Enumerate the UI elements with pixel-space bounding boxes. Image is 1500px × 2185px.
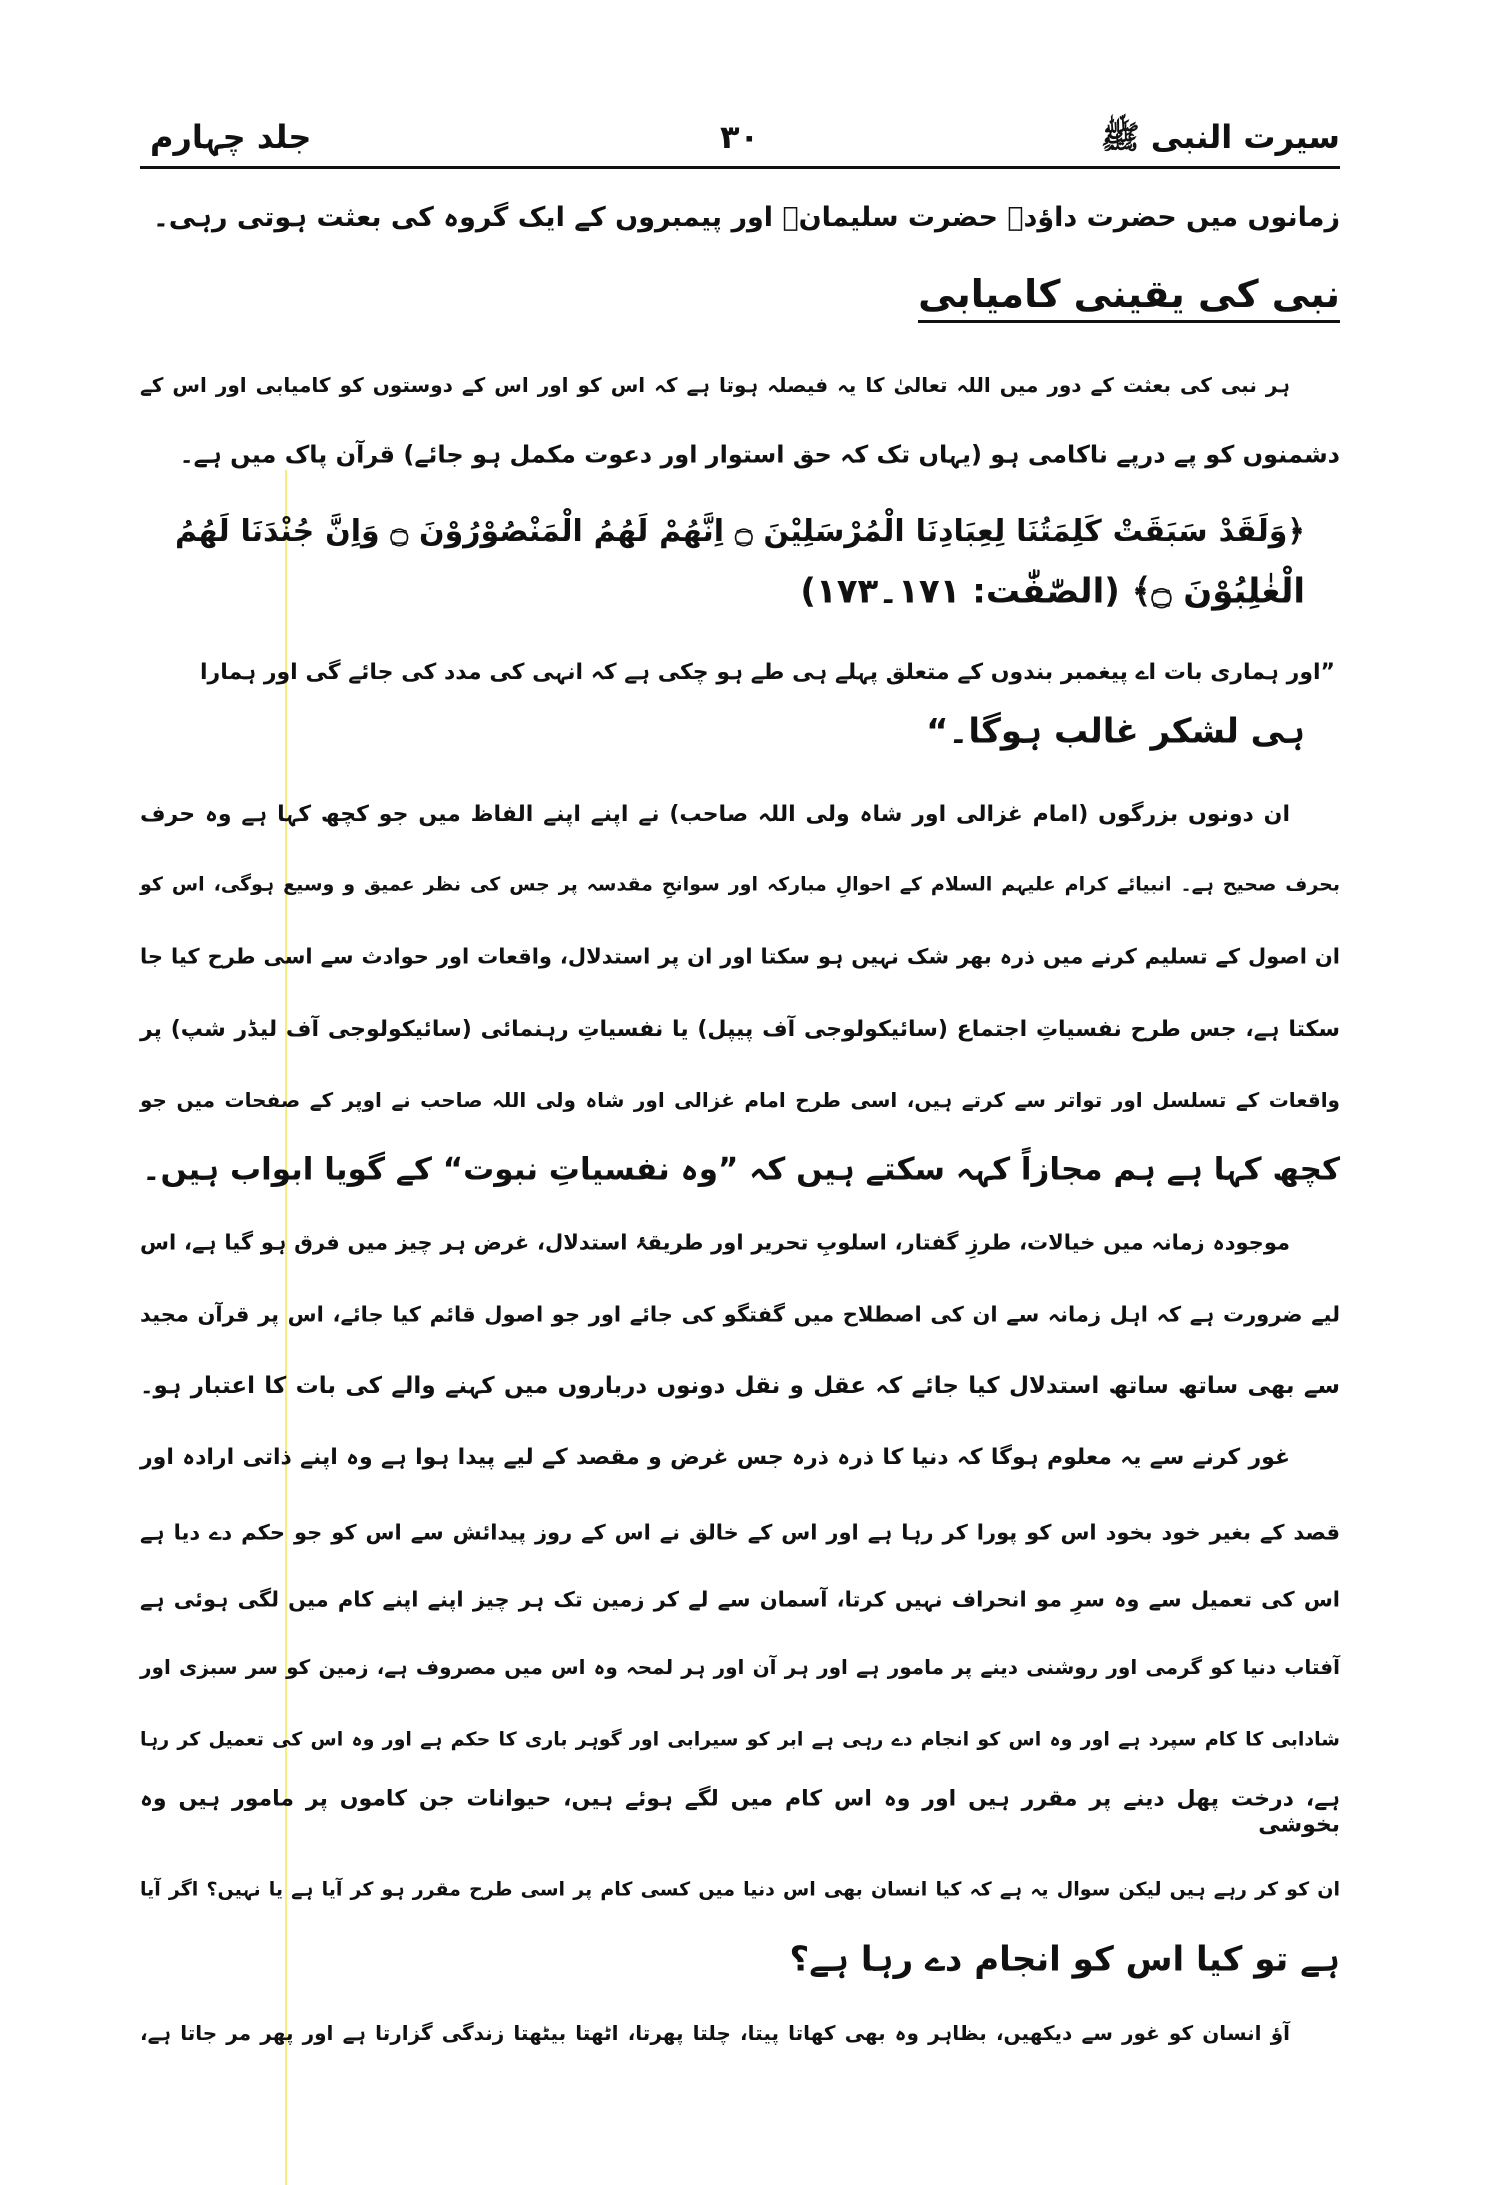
paragraph-line: سے بھی ساتھ ساتھ استدلال کیا جائے کہ عقل و نقل دونوں درباروں میں کہنے والے کی بات کا اعتبار ہو۔ — [140, 1373, 1340, 1400]
paragraph-line: سکتا ہے، جس طرح نفسیاتِ اجتماع (سائیکولوجی آف پیپل) یا نفسیاتِ رہنمائی (سائیکولوجی آف لیڈر شپ) پر — [140, 1016, 1340, 1042]
quran-verse-line: ﴿وَلَقَدْ سَبَقَتْ كَلِمَتُنَا لِعِبَادِنَا الْمُرْسَلِيْنَ ۝ اِنَّهُمْ لَهُمُ الْمَنْصُوْرُوْنَ ۝ وَاِنَّ جُنْدَنَا لَهُمُ — [175, 514, 1305, 549]
paragraph-line: غور کرنے سے یہ معلوم ہوگا کہ دنیا کا ذرہ ذرہ جس غرض و مقصد کے لیے پیدا ہوا ہے وہ اپنے ذاتی ارادہ اور — [140, 1444, 1290, 1470]
header-rule — [140, 166, 1340, 169]
paragraph-line: ان کو کر رہے ہیں لیکن سوال یہ ہے کہ کیا انسان بھی اس دنیا میں کسی کام پر اسی طرح مقرر ہو کر آیا ہے یا نہیں؟ اگر آیا — [140, 1878, 1340, 1901]
book-title: سیرت النبی ﷺ — [1100, 118, 1340, 156]
paragraph-line: ان دونوں بزرگوں (امام غزالی اور شاہ ولی اللہ صاحب) نے اپنے اپنے الفاظ میں جو کچھ کہا ہے وہ حرف — [140, 801, 1290, 827]
paragraph-line: دشمنوں کو پے درپے ناکامی ہو (یہاں تک کہ حق استوار اور دعوت مکمل ہو جائے) قرآن پاک میں ہے۔ — [179, 440, 1340, 469]
paragraph-line: قصد کے بغیر خود بخود اس کو پورا کر رہا ہے اور اس کے خالق نے اس کے روز پیدائش سے اس کو جو حکم دے دیا ہے — [140, 1520, 1340, 1545]
paragraph-line: اس کی تعمیل سے وہ سرِ مو انحراف نہیں کرتا، آسمان سے لے کر زمین تک ہر چیز اپنے اپنے کام میں لگی ہوئی ہے — [140, 1587, 1340, 1612]
paragraph-line: ہے، درخت پھل دینے پر مقرر ہیں اور وہ اس کام میں لگے ہوئے ہیں، حیوانات جن کاموں پر مامور ہیں وہ بخوشی — [140, 1786, 1340, 1838]
section-heading: نبی کی یقینی کامیابی — [918, 272, 1340, 323]
paragraph-line: لیے ضرورت ہے کہ اہل زمانہ سے ان کی اصطلاح میں گفتگو کی جائے اور جو اصول قائم کیا جائے، اس پر قرآن مجید — [140, 1302, 1340, 1327]
paragraph-line: ان اصول کے تسلیم کرنے میں ذرہ بھر شک نہیں ہو سکتا اور ان پر استدلال، واقعات اور حوادث سے اسی طرح کیا جا — [140, 944, 1340, 969]
paragraph-line: کچھ کہا ہے ہم مجازاً کہہ سکتے ہیں کہ ”وہ نفسیاتِ نبوت“ کے گویا ابواب ہیں۔ — [142, 1151, 1340, 1188]
paragraph-line: موجودہ زمانہ میں خیالات، طرزِ گفتار، اسلوبِ تحریر اور طریقۂ استدلال، غرض ہر چیز میں فرق ہو گیا ہے، اس — [140, 1230, 1290, 1255]
paragraph-line: واقعات کے تسلسل اور تواتر سے کرتے ہیں، اسی طرح امام غزالی اور شاہ ولی اللہ صاحب نے اوپر کے صفحات میں جو — [140, 1088, 1340, 1112]
volume-label: جلد چہارم — [150, 118, 312, 156]
paragraph-line: شادابی کا کام سپرد ہے اور وہ اس کو انجام دے رہی ہے ابر کو سیرابی اور گوہر باری کا حکم ہے اور وہ اس کی تعمیل کر رہا — [140, 1728, 1340, 1751]
quran-verse-line: الْغٰلِبُوْنَ ۝﴾ (الصّٰفّٰت: ۱۷۱۔۱۷۳) — [800, 571, 1305, 612]
translation-quote-line: ہی لشکر غالب ہوگا۔“ — [926, 711, 1305, 752]
paragraph-line: بحرف صحیح ہے۔ انبیائے کرام علیہم السلام کے احوالِ مبارکہ اور سوانحِ مقدسہ پر جس کی نظر عمیق و وسیع ہوگی، اس کو — [140, 873, 1340, 896]
paragraph-line: آفتاب دنیا کو گرمی اور روشنی دینے پر مامور ہے اور ہر آن اور ہر لمحہ وہ اس میں مصروف ہے، زمین کو سر سبزی اور — [140, 1655, 1340, 1679]
paragraph-line: ہر نبی کی بعثت کے دور میں اللہ تعالیٰ کا یہ فیصلہ ہوتا ہے کہ اس کو اور اس کے دوستوں کو کامیابی اور اس کے — [140, 373, 1290, 397]
page-number: ۳۰ — [720, 118, 760, 156]
paragraph-line: ہے تو کیا اس کو انجام دے رہا ہے؟ — [789, 1939, 1340, 1980]
paragraph-line: آؤ انسان کو غور سے دیکھیں، بظاہر وہ بھی کھاتا پیتا، چلتا پھرتا، اٹھتا بیٹھتا زندگی گزارتا ہے اور پھر مر جاتا ہے، — [140, 2021, 1290, 2045]
intro-line: زمانوں میں حضرت داؤدؑ حضرت سلیمانؑ اور پیمبروں کے ایک گروہ کی بعثت ہوتی رہی۔ — [152, 201, 1340, 233]
translation-quote-line: ”اور ہماری بات اے پیغمبر بندوں کے متعلق پہلے ہی طے ہو چکی ہے کہ انہی کی مدد کی جائے گی اور ہمارا — [200, 659, 1335, 685]
